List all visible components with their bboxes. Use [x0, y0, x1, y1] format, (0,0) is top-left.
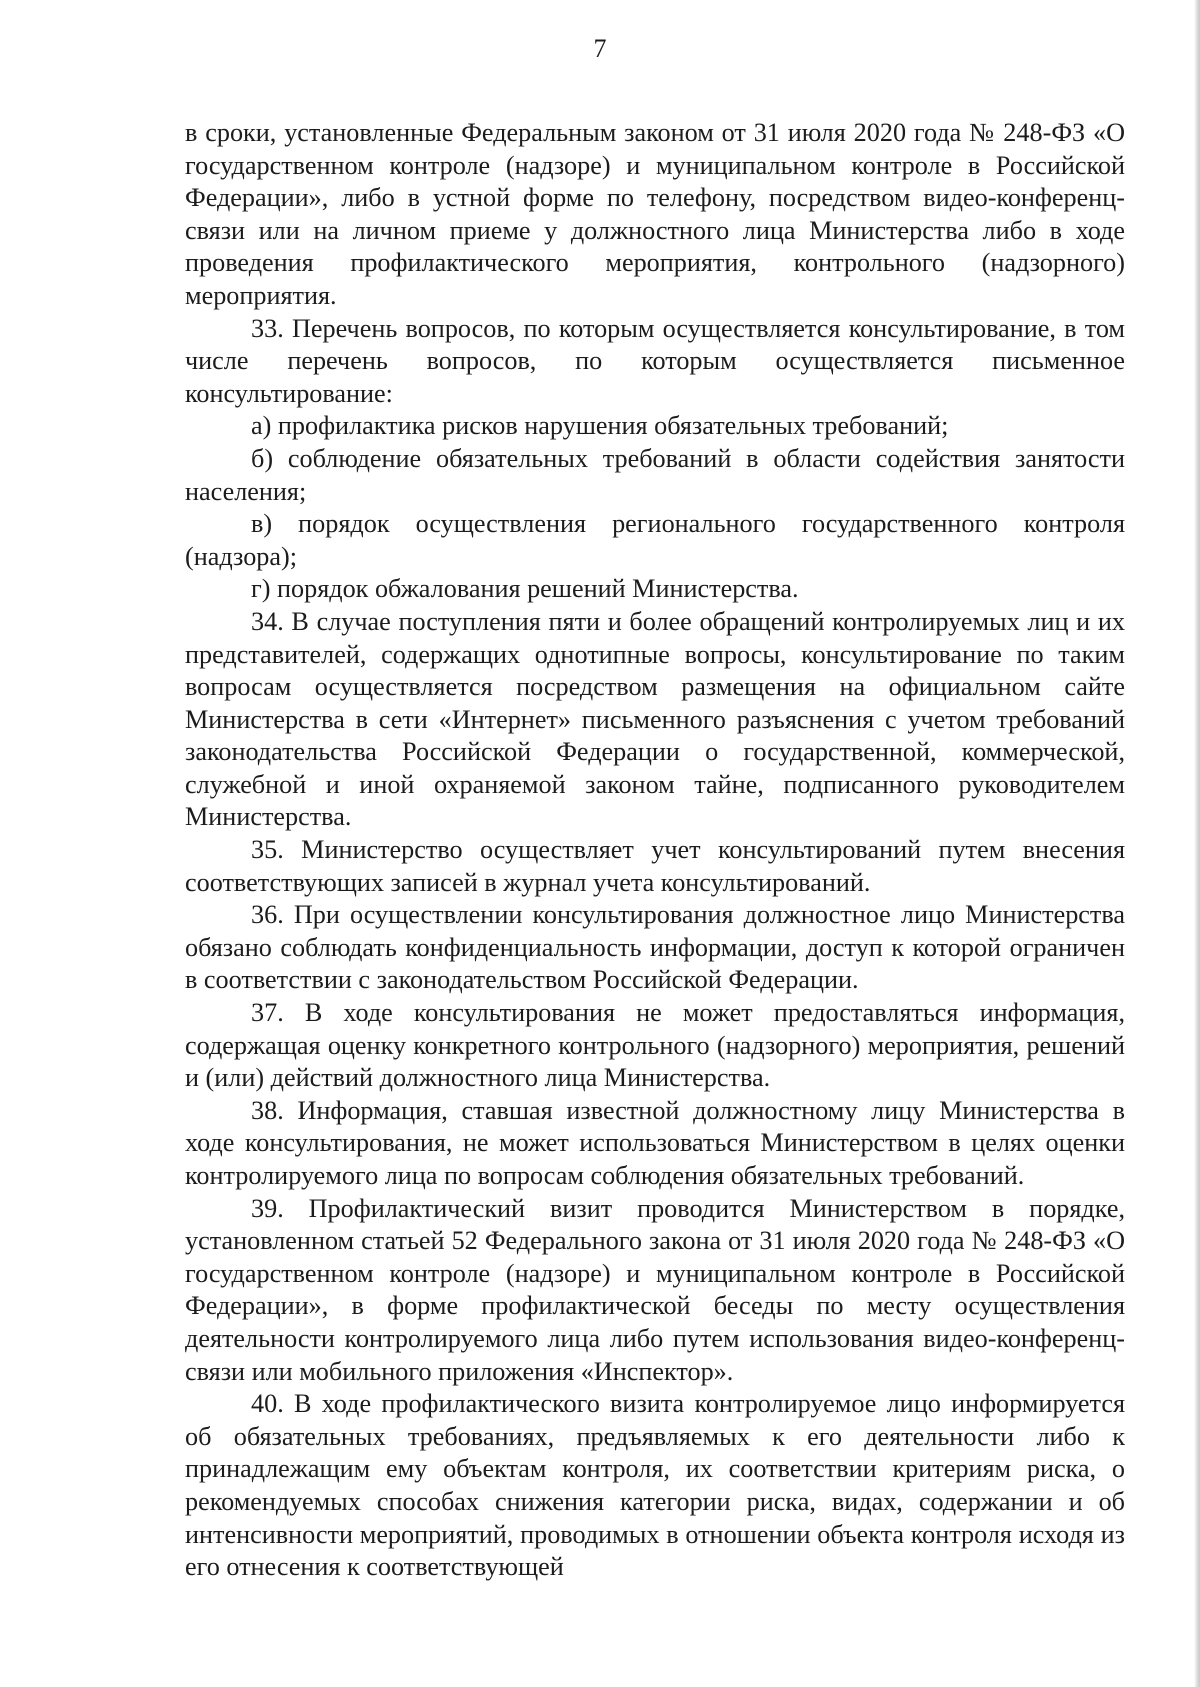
paragraph-39: 39. Профилактический визит проводится Министерством в порядке, установленном статьей 52 Федерального закона от 31 июля 2020 года № 248-ФЗ «О государственном контроле (надзоре) и муниципальном контроле в Российской Федерации», в форме профилактической беседы по месту осуществления деятельности контролируемого лица либо путем использования видео-конференц-связи или мобильного приложения «Инспектор».: [185, 1193, 1125, 1386]
document-body: [185, 117, 1125, 1584]
paragraph-33: 33. Перечень вопросов, по которым осуществляется консультирование, в том числе перечень вопросов, по которым осуществляется письменное консультирование:: [185, 313, 1125, 408]
paragraph-35: 35. Министерство осуществляет учет консультирований путем внесения соответствующих записей в журнал учета консультирований.: [185, 835, 1125, 897]
paragraph-37: 37. В ходе консультирования не может предоставляться информация, содержащая оценку конкретного контрольного (надзорного) мероприятия, решений и (или) действий должностного лица Министерства.: [185, 998, 1125, 1093]
page-number: 7: [593, 34, 607, 63]
paragraph-38: 38. Информация, ставшая известной должностному лицу Министерства в ходе консультирования, не может использоваться Министерством в целях оценки контролируемого лица по вопросам соблюдения обязательных требований.: [185, 1095, 1125, 1190]
list-item-d: г) порядок обжалования решений Министерства.: [251, 574, 799, 604]
list-item-a: а) профилактика рисков нарушения обязательных требований;: [251, 411, 949, 441]
list-item-b: б) соблюдение обязательных требований в области содействия занятости населения;: [185, 443, 1125, 506]
paragraph-36: 36. При осуществлении консультирования должностное лицо Министерства обязано соблюдать конфиденциальность информации, доступ к которой ограничен в соответствии с законодательством Российской Федерации.: [185, 900, 1125, 995]
list-item-c: в) порядок осуществления регионального государственного контроля (надзора);: [185, 509, 1125, 571]
paragraph-40: 40. В ходе профилактического визита контролируемое лицо информируется об обязательных требованиях, предъявляемых к его деятельности либо к принадлежащим ему объектам контроля, их соответствии критериям риска, о рекомендуемых способах снижения категории риска, видах, содержании и об интенсивности мероприятий, проводимых в отношении объекта контроля исходя из его отнесения к соответствующей: [185, 1389, 1125, 1582]
paragraph-34: 34. В случае поступления пяти и более обращений контролируемых лиц и их представителей, содержащих однотипные вопросы, консультирование по таким вопросам осуществляется посредством размещения на официальном сайте Министерства в сети «Интернет» письменного разъяснения с учетом требований законодательства Российской Федерации о государственной, коммерческой, служебной и иной охраняемой законом тайне, подписанного руководителем Министерства.: [185, 606, 1125, 832]
paragraph-continuation: в сроки, установленные Федеральным законом от 31 июля 2020 года № 248-ФЗ «О государственном контроле (надзоре) и муниципальном контроле в Российской Федерации», либо в устной форме по телефону, посредством видео-конференц-связи или на личном приеме у должностного лица Министерства либо в ходе проведения профилактического мероприятия, контрольного (надзорного) мероприятия.: [185, 118, 1125, 310]
page-edge-shadow: [1194, 0, 1200, 1687]
